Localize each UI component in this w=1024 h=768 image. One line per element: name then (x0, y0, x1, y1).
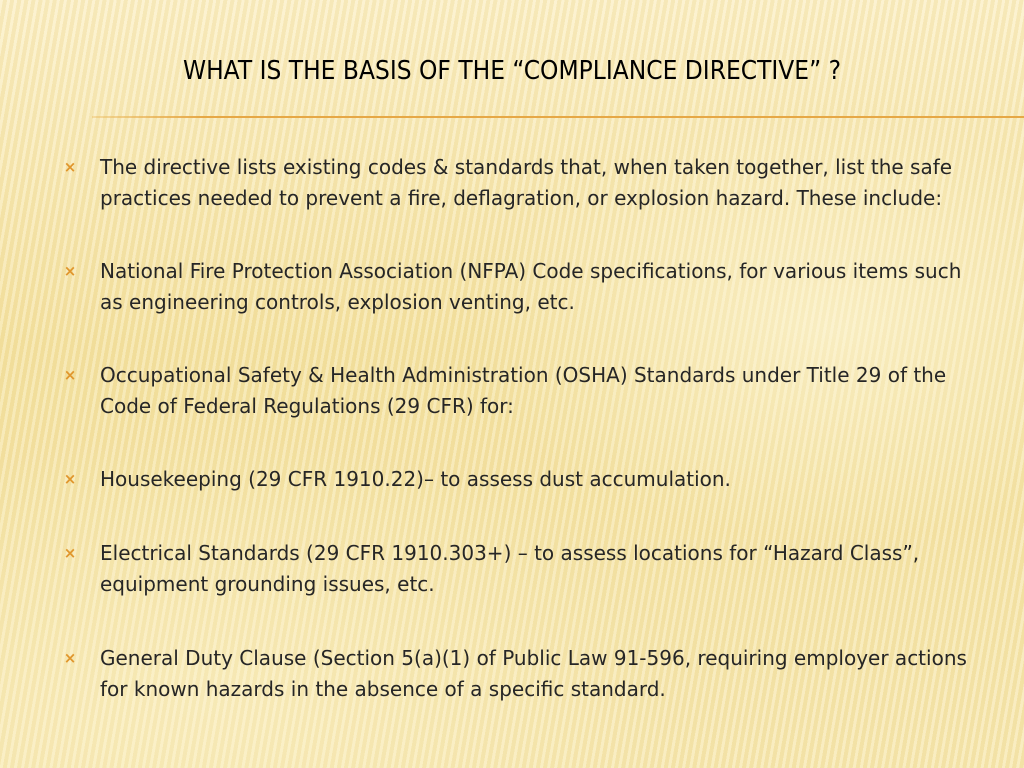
list-item (60, 152, 980, 214)
bullet-text: The directive lists existing codes & standards that, when taken together, list the safe practices needed to prevent a fire, deflagration, or explosion hazard. These include: (100, 155, 953, 210)
bullet-text: National Fire Protection Association (NFPA) Code specifications, for various items such as engineering controls, explosion venting, etc. (100, 259, 962, 314)
bullet-x-icon: × (63, 649, 77, 667)
slide-title: WHAT IS THE BASIS OF THE “COMPLIANCE DIRECTIVE” ? (182, 56, 842, 86)
bullet-x-icon: × (63, 262, 77, 280)
list-item (60, 360, 980, 422)
bullet-x-icon: × (63, 470, 77, 488)
bullet-x-icon: × (63, 158, 77, 176)
list-item (60, 464, 980, 495)
bullet-text: General Duty Clause (Section 5(a)(1) of Public Law 91-596, requiring employer actions for known hazards in the absence of a specific standard. (100, 646, 967, 701)
bullet-x-icon: × (63, 366, 77, 384)
list-item (60, 538, 980, 600)
list-item (60, 643, 980, 705)
list-item (60, 256, 980, 318)
bullet-text: Housekeeping (29 CFR 1910.22)– to assess dust accumulation. (100, 467, 731, 491)
title-divider (92, 116, 1024, 118)
bullet-x-icon: × (63, 544, 77, 562)
bullet-text: Occupational Safety & Health Administration (OSHA) Standards under Title 29 of the Code of Federal Regulations (29 CFR) for: (100, 363, 947, 418)
bullet-text: Electrical Standards (29 CFR 1910.303+) – to assess locations for “Hazard Class”, equipment grounding issues, etc. (100, 541, 920, 596)
bullet-list (60, 152, 980, 705)
